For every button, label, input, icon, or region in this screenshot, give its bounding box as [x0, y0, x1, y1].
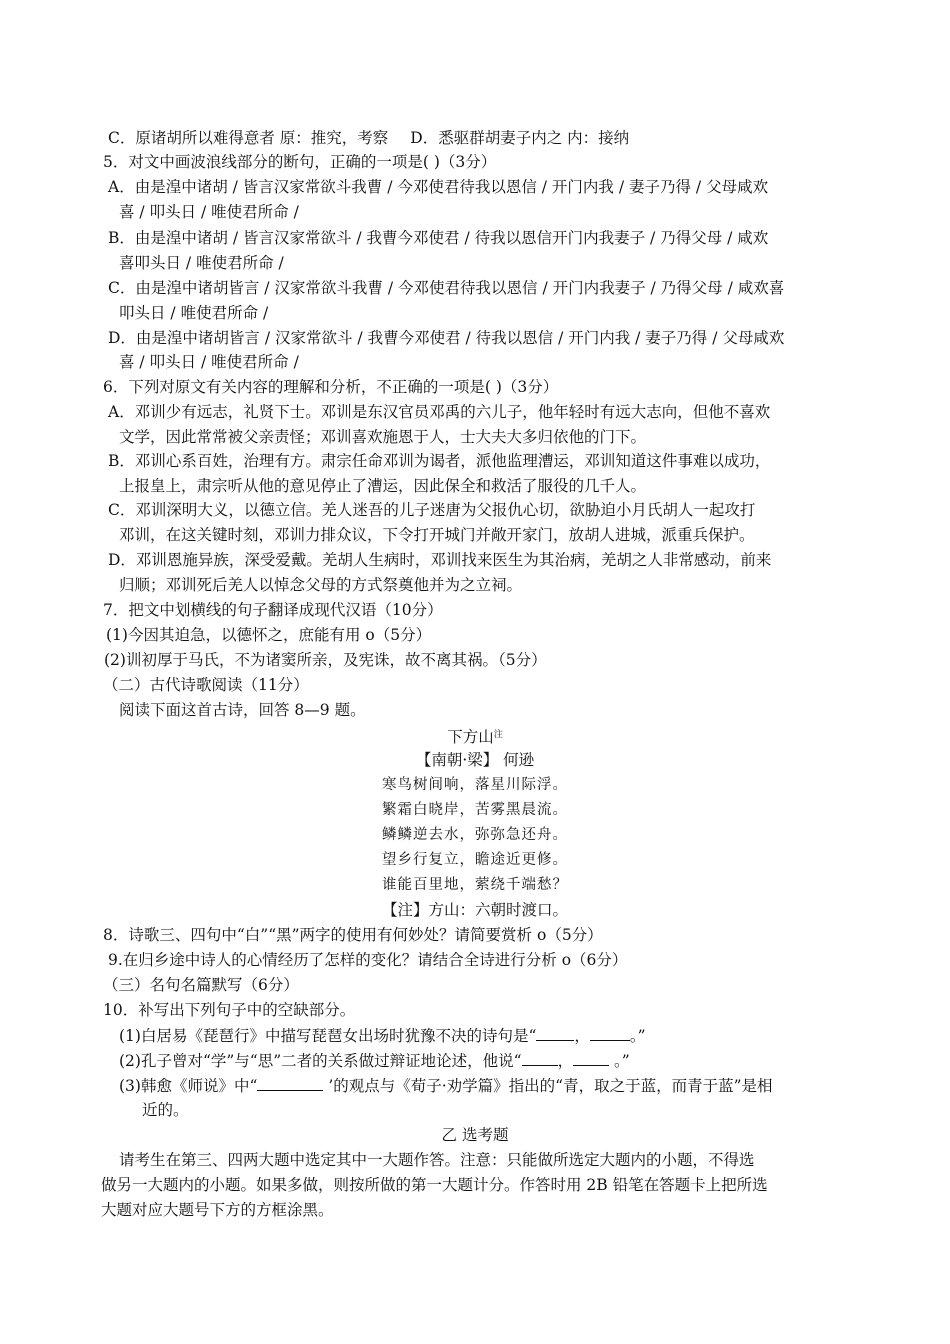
- q10-item-1: (1)白居易《琵琶行》中描写琵琶女出场时犹豫不决的诗句是“ ， 。”: [119, 1027, 646, 1045]
- section-2-intro: 阅读下面这首古诗，回答 8—9 题。: [119, 701, 366, 719]
- q4-option-d: D．悉驱群胡妻子内之 内：接纳: [410, 129, 630, 147]
- q5-option-a-line2: 喜 / 叩头日 / 唯使君所命 /: [119, 203, 299, 221]
- q5-option-b-line1: B．由是湟中诸胡 / 皆言汉家常欲斗 / 我曹今邓使君 / 待我以恩信开门内我妻子 / 乃得父母 / 咸欢: [108, 229, 769, 247]
- q6-stem: 6．下列对原文有关内容的理解和分析，不正确的一项是( )（3分）: [103, 378, 559, 396]
- q10-item-2: (2)孔子曾对“学”与“思”二者的关系做过辩证地论述，他说“ ， 。”: [119, 1052, 630, 1070]
- q10-item-3-line2: 近的。: [142, 1101, 189, 1119]
- q7-sentence-2: (2)训初厚于马氏，不为诸窦所亲，及宪诛，故不离其祸。（5分）: [104, 651, 547, 669]
- q6-option-a-line2: 文学，因此常常被父亲责怪；邓训喜欢施恩于人，士大夫大多归依他的门下。: [119, 428, 647, 446]
- q9-stem: 9.在归乡途中诗人的心情经历了怎样的变化？请结合全诗进行分析 o（6分）: [108, 951, 628, 969]
- section-b-instruction-1: 请考生在第三、四两大题中选定其中一大题作答。注意：只能做所选定大题内的小题，不得选: [119, 1151, 755, 1169]
- q4-option-c: C．原诸胡所以难得意者 原：推究，考察: [108, 129, 389, 147]
- q10-stem: 10．补写出下列句子中的空缺部分。: [103, 1001, 356, 1019]
- q10-item-3: (3)韩愈《师说》中“ ’的观点与《荀子·劝学篇》指出的“青，取之于蓝，而青于蓝”是相: [119, 1077, 773, 1095]
- q5-option-a-line1: A．由是湟中诸胡 / 皆言汉家常欲斗我曹 / 今邓使君待我以恩信 / 开门内我 / 妻子乃得 / 父母咸欢: [108, 178, 769, 196]
- q5-option-d-line1: D．由是湟中诸胡皆言 / 汉家常欲斗 / 我曹今邓使君 / 待我以恩信 / 开门内我 / 妻子乃得 / 父母咸欢: [108, 329, 785, 347]
- section-3-heading: （三）名句名篇默写（6分）: [103, 976, 299, 994]
- answer-blank[interactable]: [573, 1050, 609, 1066]
- answer-blank[interactable]: [257, 1075, 323, 1091]
- answer-blank[interactable]: [590, 1025, 630, 1041]
- q8-stem: 8．诗歌三、四句中“白”“黑”两字的使用有何妙处？请简要赏析 o（5分）: [103, 926, 603, 944]
- q6-option-a-line1: A．邓训少有远志，礼贤下士。邓训是东汉官员邓禹的六儿子，他年轻时有远大志向，但他不喜欢: [108, 403, 771, 421]
- q6-option-b-line1: B．邓训心系百姓，治理有方。肃宗任命邓训为谒者，派他监理漕运，邓训知道这件事难以成功，: [108, 452, 771, 470]
- poem-title-note-mark: 注: [493, 730, 503, 740]
- poem-line: 寒鸟树间响，落星川际浮。: [382, 777, 568, 793]
- poem-line: 望乡行复立，瞻途近更修。: [382, 852, 568, 868]
- q6-option-c-line2: 邓训，在这关键时刻，邓训力排众议，下令打开城门并敞开家门，放胡人进城，派重兵保护。: [119, 526, 755, 544]
- poem-title: [0, 725, 950, 747]
- q5-option-c-line2: 叩头日 / 唯使君所命 /: [119, 304, 269, 322]
- answer-blank[interactable]: [536, 1025, 574, 1041]
- answer-blank[interactable]: [522, 1050, 558, 1066]
- q6-option-d-line2: 归顺；邓训死后羌人以悼念父母的方式祭奠他并为之立祠。: [119, 576, 523, 594]
- q5-option-d-line2: 喜 / 叩头日 / 唯使君所命 /: [119, 353, 299, 371]
- section-b-title: 乙 选考题: [441, 1126, 509, 1144]
- poem-line: 鳞鳞逆去水，弥弥急还舟。: [382, 827, 568, 843]
- poem-author: 【南朝·梁】 何逊: [415, 751, 535, 769]
- q6-option-c-line1: C．邓训深明大义，以德立信。羌人迷吾的儿子迷唐为父报仇心切，欲胁迫小月氏胡人一起攻打: [108, 501, 756, 519]
- q4-options-line: [108, 128, 629, 148]
- poem-line: 谁能百里地，萦绕千端愁？: [382, 877, 568, 893]
- section-2-heading: （二）古代诗歌阅读（11分）: [103, 676, 309, 694]
- poem-note: 【注】方山：六朝时渡口。: [381, 901, 568, 919]
- q7-sentence-1: (1)今因其迫急，以德怀之，庶能有用 o（5分）: [106, 626, 432, 644]
- q5-stem: 5．对文中画波浪线部分的断句，正确的一项是( )（3分）: [103, 153, 497, 171]
- q5-option-c-line1: C．由是湟中诸胡皆言 / 汉家常欲斗我曹 / 今邓使君待我以恩信 / 开门内我妻子 / 乃得父母 / 咸欢喜: [108, 279, 785, 297]
- section-b-instruction-2: 做另一大题内的小题。如果多做，则按所做的第一大题计分。作答时用 2B 铅笔在答题卡上把所选: [101, 1176, 768, 1194]
- poem-title-text: 下方山: [447, 728, 494, 746]
- q7-stem: 7．把文中划横线的句子翻译成现代汉语（10分）: [103, 601, 443, 619]
- q6-option-d-line1: D．邓训恩施异族，深受爱戴。羌胡人生病时，邓训找来医生为其治病，羌胡之人非常感动，前来: [108, 551, 772, 569]
- q6-option-b-line2: 上报皇上，肃宗听从他的意见停止了漕运，因此保全和救活了服役的几千人。: [119, 477, 647, 495]
- q5-option-b-line2: 喜叩头日 / 唯使君所命 /: [119, 254, 284, 272]
- section-b-instruction-3: 大题对应大题号下方的方框涂黑。: [101, 1201, 334, 1219]
- poem-line: 繁霜白晓岸，苦雾黑晨流。: [382, 802, 568, 818]
